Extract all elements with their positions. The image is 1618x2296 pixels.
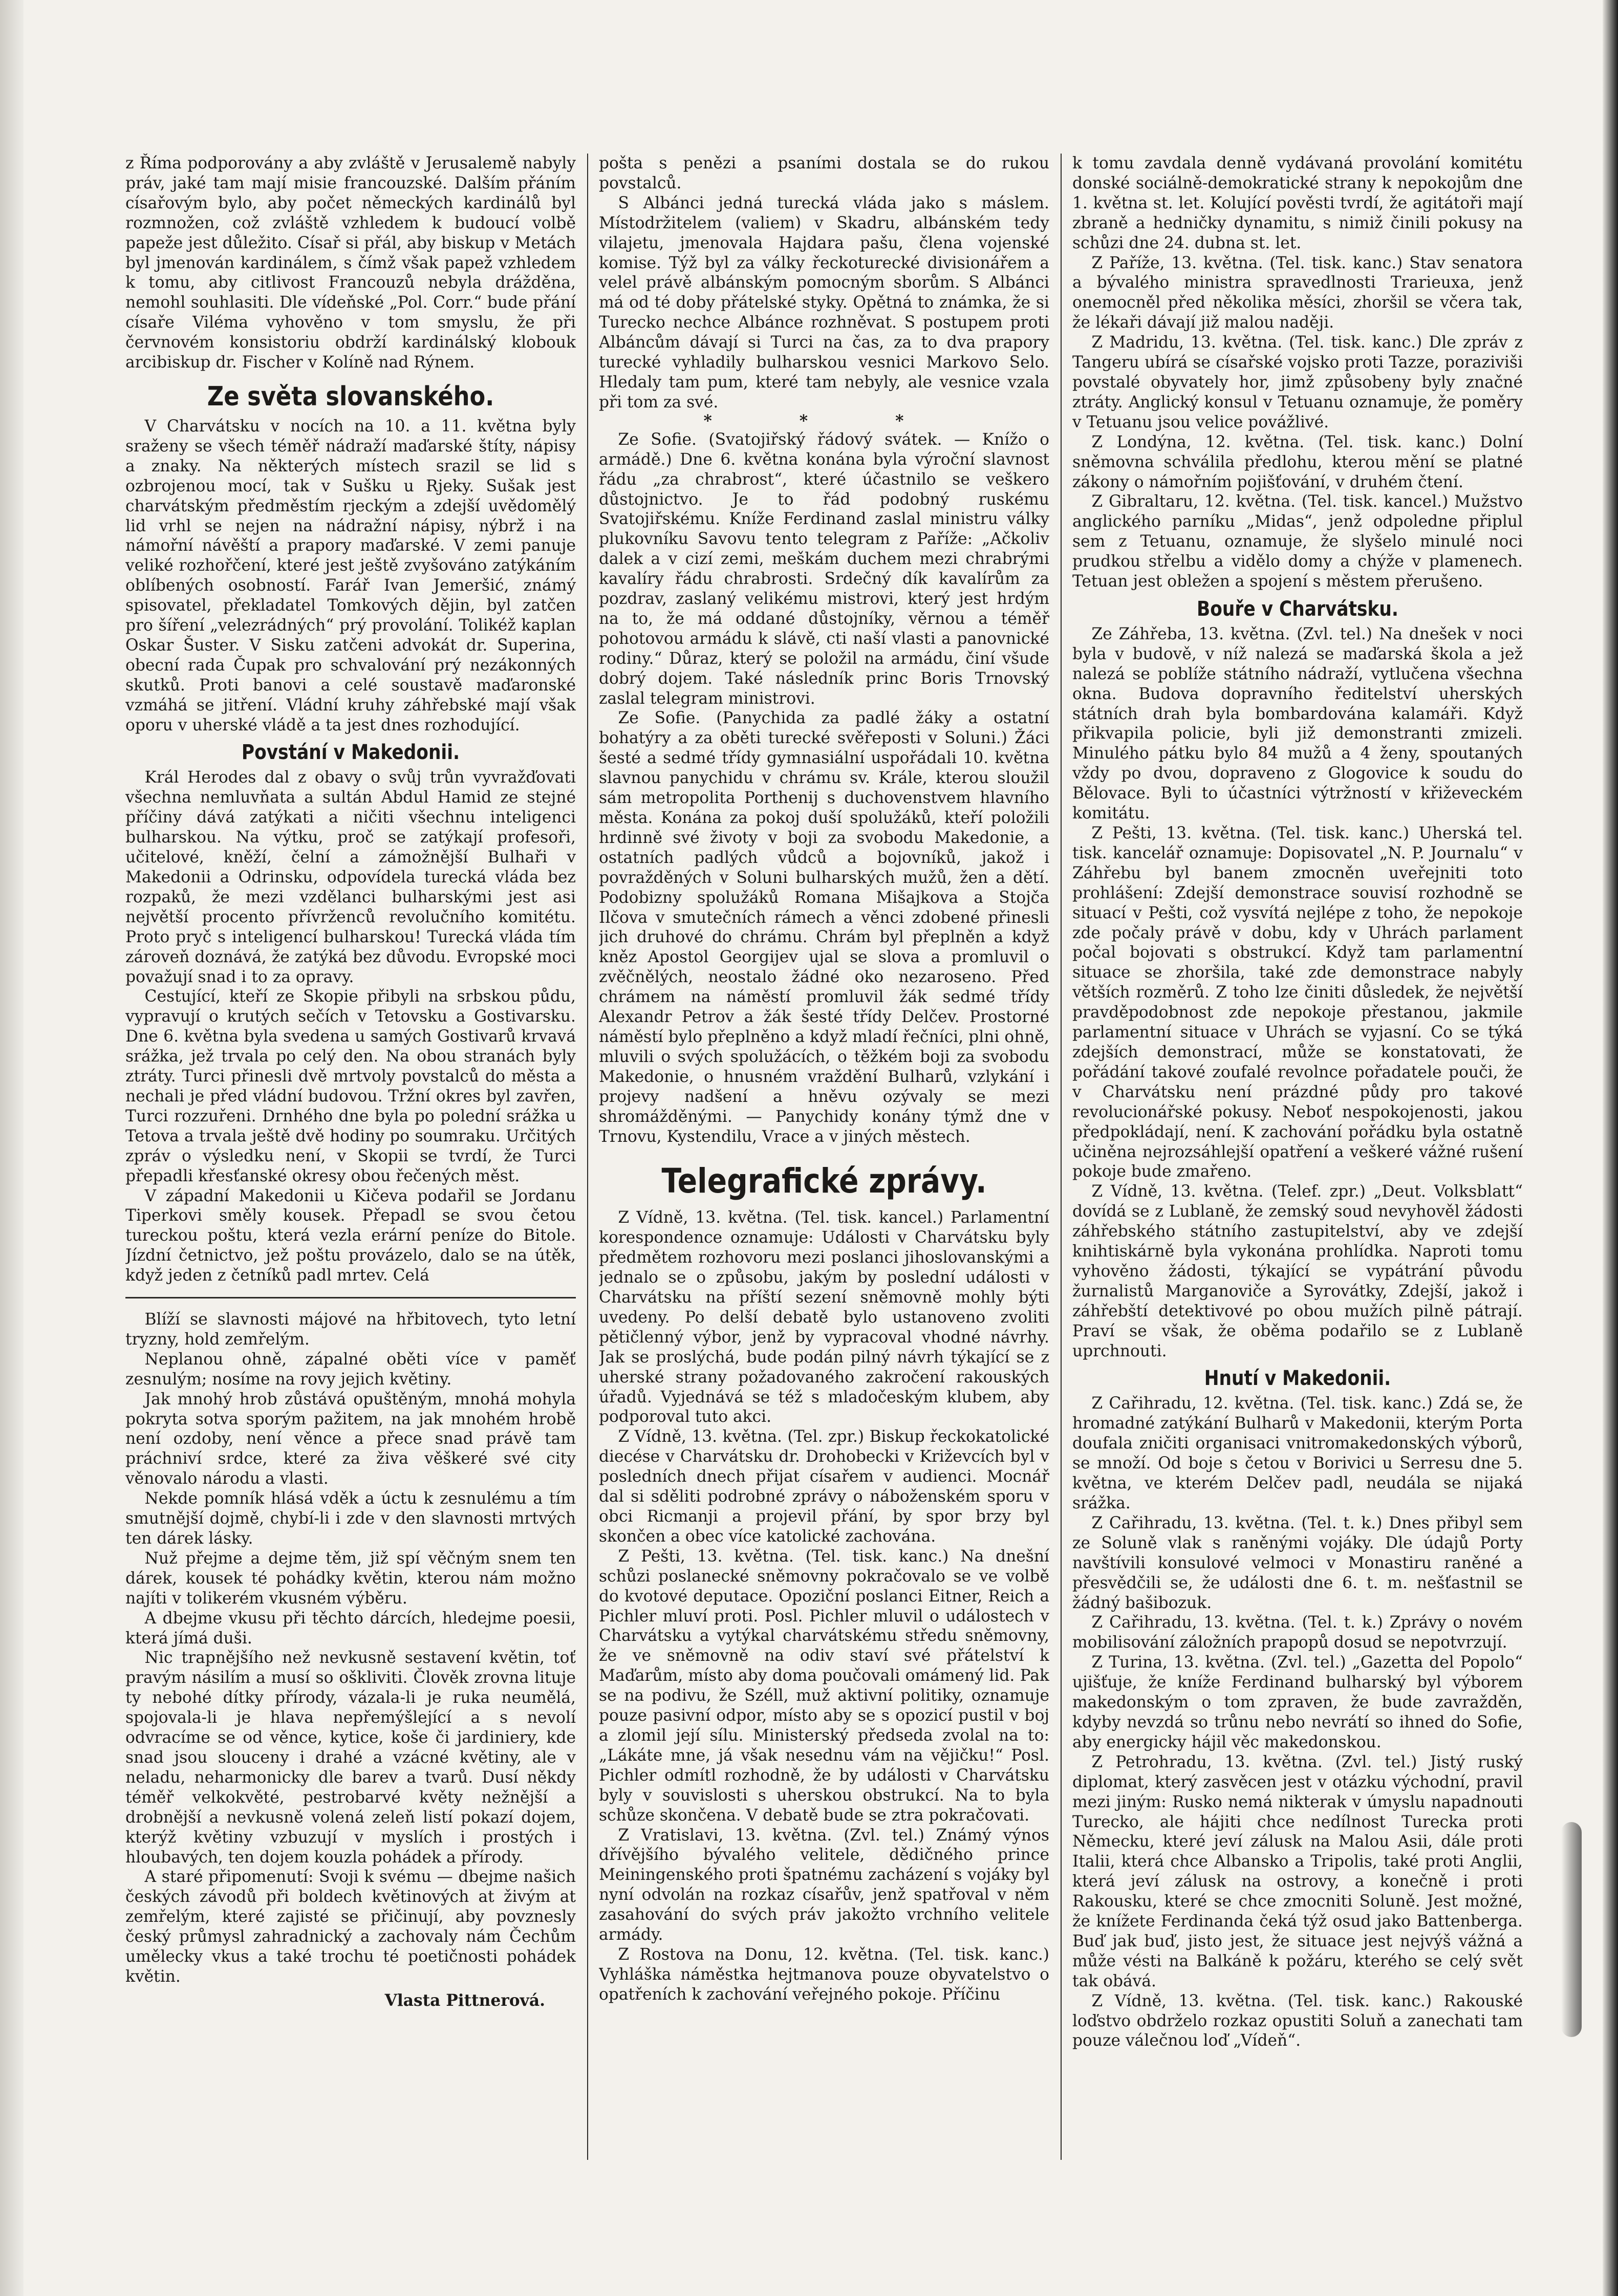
article-paragraph: V Charvátsku v nocích na 10. a 11. května byly sraženy se všech téměř nádraží maďarské štíty, nápisy a znaky. Na některých místech srazil se lid s ozbrojenou mocí, tak v Sušku u Rjeky. Sušak jest charvátským předměstím rjeckým a zdejší uvědomělý lid vrhl se nejen na nádražní nápisy, nýbrž i na námořní návěští a prapory maďarské. V zemi panuje veliké rozhořčení, které jest ještě zvyšováno zatýkáním oblíbených osobností. Farář Ivan Jemeršić, známý spisovatel, překladatel Tomkových dějin, byl zatčen pro šíření „velezrádných“ prý provolání. Tolikéž kaplan Oskar Šuster. V Sisku zatčeni advokát dr. Superina, obecní rada Čupak pro schvalování prý nezákonných skutků. Proti banovi a celé soustavě maďaronské vzmáhá se jitření. Vládní kruhy záhřebské mají však oporu v uherské vládě a ta jest dnes rozhodující. [125,417,576,734]
article-paragraph: Z Turina, 13. května. (Zvl. tel.) „Gazetta del Popolo“ ujišťuje, že kníže Ferdinand bulharský byl výborem makedonským o tom zpraven, že bude zavražděn, kdyby nevzdá so trůnu nebo nevrátí so ihned do Sofie, aby energicky hájil věc makedonskou. [1072,1653,1523,1751]
article-paragraph: Blíží se slavnosti májové na hřbitovech, tyto letní tryzny, hold zemřelým. [125,1310,576,1349]
article-paragraph: pošta s penězi a psaními dostala se do rukou povstalců. [599,154,1049,192]
article-paragraph: Jak mnohý hrob zůstává opuštěným, mnohá mohyla pokryta sotva sporým pažitem, na jak mnohém hrobě není ozdoby, není věnce a přece snad právě tam práchniví srdce, které za živa věškeré své city věnovalo národu a vlasti. [125,1390,576,1488]
article-paragraph: S Albánci jedná turecká vláda jako s máslem. Místodržitelem (valiem) v Skadru, albánském tedy vilajetu, jmenovala Hajdara pašu, člena vojenské komise. Týž byl za války řeckoturecké divisionářem a velel právě albánským pomocným sborům. S Albánci má od té doby přátelské styky. Opětná to známka, že si Turecko nechce Albánce rozhněvat. S postupem proti Albáncům dávají si Turci na čas, za to dva prapory turecké vyhladily bulharskou vesnici Markovo Selo. Hledaly tam pum, které tam nebyly, ale vesnice vzala při tom za své. [599,193,1049,411]
article-paragraph: Král Herodes dal z obavy o svůj trůn vyvražďovati všechna nemluvňata a sultán Abdul Hamid ze stejné příčiny dává zatýkati a ničiti všechnu inteligenci bulharskou. Na výtku, proč se zatýkají profesoři, učitelové, kněží, čelní a zámožnější Bulhaři v Makedonii a Odrinsku, odpovídela turecká vláda bez rozpaků, že mezi vzdělanci bulharskými jest asi největší procento přívrženců revolučního komitétu. Proto pryč s inteligencí bulharskou! Turecká vláda tím zároveň doznává, že zatýká bez důvodu. Evropské moci považují snad i to za opravy. [125,768,576,986]
column-1 [125,154,576,2160]
article-paragraph: Nekde pomník hlásá vděk a úctu k zesnulému a tím smutnější dojmě, chybí-li i zde v den slavnosti mrtvých ten dárek lásky. [125,1489,576,1548]
article-paragraph: Ze Sofie. (Svatojiřský řádový svátek. — Knížo o armádě.) Dne 6. května konána byla výroční slavnost řádu „za chrabrost“, které účastnilo se veškero důstojnictvo. Je to řád podobný ruskému Svatojiřskému. Kníže Ferdinand zaslal ministru války plukovníku Savovu tento telegram z Paříže: „Ačkoliv dalek a v cizí zemi, meškám duchem mezi chrabrými kavalíry řádu chrabrosti. Srdečný dík kavalírům za pozdrav, zaslaný velikému mistrovi, který jest hrdým na to, že má oddané důstojníky, věrnou a téměř pohotovou armádu k slávě, cti naší vlasti a panovnické rodiny.“ Důraz, který se položil na armádu, činí všude dobrý dojem. Také následník princ Boris Trnovský zaslal telegram ministrovi. [599,430,1049,708]
article-paragraph: Z Gibraltaru, 12. května. (Tel. tisk. kancel.) Mužstvo anglického parníku „Midas“, jenž odpoledne připlul sem z Tetuanu, oznamuje, že slyšelo minulé noci prudkou střelbu a vidělo domy a chýže v plamenech. Tetuan jest obležen a spojení s městem přerušeno. [1072,492,1523,591]
article-paragraph: Nic trapnějšího než nevkusně sestavení květin, toť pravým násilím a musí so oškliviti. Člověk zrovna lituje ty nebohé dítky přírody, vázala-li je ruka neumělá, spojovala-li je hlava nepřemýšlející a s nevolí odvracíme se od věnce, kytice, koše či jardiniery, kde snad jsou slouceny i drahé a vzácné květiny, ale v neladu, neharmonicky dle barev a tvarů. Dusí někdy téměř velkokvěté, pestrobarvé květy nežnější a drobnější a nevkusně volená zeleň listí pokazí dojem, kterýž květiny vzbuzují v myslích i prostých i hloubavých, ten dojem kouzla pohádek a přírody. [125,1649,576,1867]
article-paragraph: Z Vídně, 13. května. (Tel. tisk. kanc.) Rakouské loďstvo obdrželo rozkaz opustiti Soluň a zanechati tam pouze válečnou loď „Vídeň“. [1072,1991,1523,2050]
separator-stars: * * * [703,411,945,430]
article-paragraph: Z Cařihradu, 12. května. (Tel. tisk. kanc.) Zdá se, že hromadné zatýkání Bulharů v Makedonii, kterým Porta doufala zničiti organisaci vnitromakedonských výborů, se množí. Od boje s četou v Borivici u Serresu dne 5. května, ve kterém Delčev padl, neudála se nijaká srážka. [1072,1394,1523,1512]
column-rule [1061,154,1062,2160]
article-columns [125,154,1528,2160]
binding-shadow [1561,1822,1582,2037]
section-heading: Povstání v Makedonii. [241,741,460,765]
article-paragraph: Z Pešti, 13. května. (Tel. tisk. kanc.) Uherská tel. tisk. kancelář oznamuje: Dopisovatel „N. P. Journalu“ v Záhřebu byl banem zmocněn uveřejniti toto prohlášení: Zdejší demonstrace souvisí rozhodně se situací v Pešti, což vysvítá nejlépe z toho, že nepokoje zde počaly právě v dobu, kdy v Uhrách parlament počal bojovati s obstrukcí. Když tam parlamentní situace se zhoršila, také zde demonstrace nabyly větších rozměrů. Z toho lze činiti důsledek, že největší pravděpodobnost zde nepokoje přestanou, jakmile parlamentní situace v Uhrách se vyjasní. Co se týká zdejších demonstrací, může se konstatovati, že pořádání takové zoufalé revolnce pořadatele pouči, že v Charvátsku není prázdné půdy pro takové revolucionářské pokusy. Neboť nespokojenosti, jakou předpokládají, není. K zachování pořádku byla ostatně učiněna nejrozsáhlejší opatření a veškeré vážné rušení pokoje bude zmařeno. [1072,824,1523,1181]
article-paragraph: Ze Sofie. (Panychida za padlé žáky a ostatní bohatýry a za oběti turecké svěřeposti v Soluni.) Žáci šesté a sedmé třídy gymnasiální uspořádali 10. května slavnou panychidu v chrámu sv. Krále, kterou sloužil sám metropolita Porthenij s duchovenstvem hlavního města. Konána za pokoj duší spolužáků, kteří položili hrdinně své životy v boji za svobodu Makedonie, a ostatních padlých vůdců a bojovníků, jakož i povražděných v Soluni bulharských mužů, žen a dětí. Podobizny spolužáků Romana Mišajkova a Stojča Ilčova v smutečních rámech a věnci zdobené přinesli jich druhové do chrámu. Chrám byl přeplněn a když kněz Apostol Georgijev ujal se slova a promluvil o zvěčnělých, neostalo žádné oko nezaroseno. Před chrámem na náměstí promluvil žák sedmé třídy Alexandr Petrov a žák šesté třídy Delčev. Prostorné náměstí bylo přeplněno a když mladí řečníci, plni ohně, mluvili o svých spolužácích, o těžkém boji za svobodu Makedonie, o hnusném vraždění Bulharů, vzlykání i projevy nadšení a hněvu ozývaly se mezi shromážděnými. — Panychidy konány týmž dne v Trnovu, Kystendilu, Vrace a v jiných městech. [599,709,1049,1146]
article-paragraph: Z Cařihradu, 13. května. (Tel. t. k.) Dnes přibyl sem ze Soluně vlak s raněnými vojáky. Dle údajů Porty navštívili konsulové velmoci v Monastiru raněné a přesvědčili se, že události dne 6. t. m. nešťastnil se žádný bašibozuk. [1072,1513,1523,1612]
article-paragraph: Z Paříže, 13. května. (Tel. tisk. kanc.) Stav senatora a bývalého ministra spravedlnosti Trarieuxa, jenž onemocněl před několika měsíci, zhoršil se včera tak, že lékaři dávají již malou naději. [1072,253,1523,332]
section-heading: Hnutí v Makedonii. [1204,1367,1391,1391]
section-heading: Bouře v Charvátsku. [1197,597,1398,621]
article-paragraph: Z Petrohradu, 13. května. (Zvl. tel.) Jistý ruský diplomat, který zasvěcen jest v otázku východní, pravil mezi jiným: Rusko nemá nikterak v úmyslu napadnouti Turecko, ale hájiti chce nedílnost Turecka proti Německu, které jeví zálusk na Malou Asii, dále proti Italii, která chce Albansko a Tripolis, také proti Anglii, která jeví zálusk na ostrovy, a konečně i proti Rakousku, které se chce zmocniti Soluně. Jest možné, že knížete Ferdinanda čeká týž osud jako Battenberga. Buď jak buď, jisto jest, že situace jest nejvýš vážná a může vésti na Balkáně k požáru, kterého se celý svět tak obává. [1072,1752,1523,1990]
article-paragraph: Z Cařihradu, 13. května. (Tel. t. k.) Zprávy o novém mobilisování záložních prapopů dosud se nepotvrzují. [1072,1613,1523,1652]
article-paragraph: Z Rostova na Donu, 12. května. (Tel. tisk. kanc.) Vyhláška náměstka hejtmanova pouze obyvatelstvo o opatřeních k zachování veřejného pokoje. Příčinu [599,1945,1049,2004]
article-paragraph: A staré připomenutí: Svoji k svému — dbejme našich českých závodů při boldech květinových at živým at zemřelým, které zajisté se přičinují, aby povznesly český průmysl zahradnický a zachovaly nám Čechům umělecky vkus a také trochu té poetičnosti pohádek květin. [125,1868,576,1986]
article-paragraph: Z Vídně, 13. května. (Telef. zpr.) „Deut. Volksblatt“ dovídá se z Lublaně, že zemský soud nevyhověl žádosti záhřebského státního zastupitelství, aby ve zdejší knihtiskárně byla vykonána prohlídka. Naproti tomu vyhověno žádosti, týkající se vypátrání původu žurnalistů Marganoviče a Syrovátky, Zdejší, jakož i záhřebští detektivové po obou mužích pilně pátrají. Praví se však, že oběma podařilo se z Lublaně uprchnouti. [1072,1182,1523,1360]
page-right-edge [1603,0,1618,2296]
article-paragraph: Cestující, kteří ze Skopie přibyli na srbskou půdu, vypravují o krutých sečích v Tetovsku a Gostivarsku. Dne 6. května byla svedena u samých Gostivarů krvavá srážka, jež trvala po celý den. Na obou stranách byly ztráty. Turci přinesli dvě mrtvoly povstalců do města a nechali je před vládní budovou. Tržní okres byl zavřen, Turci rozzuřeni. Drnhého dne byla po polední srážka u Tetova a trvala ještě dvě hodiny po soumraku. Určitých zpráv o výsledku není, v Skopii se tvrdí, že Turci přepadli křesťanské okresy obou řečených měst. [125,987,576,1185]
article-paragraph: Z Vídně, 13. května. (Tel. zpr.) Biskup řeckokatolické diecése v Charvátsku dr. Drohobecki v Križevcích byl v posledních dnech přijat císařem v audienci. Mocnář dal si sděliti podrobné zprávy o náboženském sporu v obci Ricmanji a projevil přání, by spor brzy byl skončen a obec více katolické zachována. [599,1427,1049,1546]
column-2 [599,154,1049,2160]
author-signature: Vlasta Pittnerová. [384,1991,545,2010]
section-heading: Ze světa slovanského. [207,381,494,412]
article-paragraph: z Říma podporovány a aby zvláště v Jerusalemě nabyly práv, jaké tam mají misie francouzské. Dalším přáním císařovým bylo, aby počet německých kardinálů byl rozmnožen, což zvláště vzhledem k budoucí volbě papeže jest důležito. Císař si přál, aby biskup v Metách byl jmenován kardinálem, s čímž však papež vzhledem k tomu, aby citlivost Francouzů nebyla drážděna, nemohl souhlasiti. Dle vídeňské „Pol. Corr.“ bude přání císaře Viléma vyhověno v tom smyslu, že při červnovém konsistoriu obdrží kardinálský klobouk arcibiskup dr. Fischer v Kolíně nad Rýnem. [125,154,576,372]
section-divider [125,1297,576,1298]
article-paragraph: Nuž přejme a dejme těm, již spí věčným snem ten dárek, kousek té pohádky květin, kterou nám možno najíti v tolikerém vkusném výběru. [125,1549,576,1608]
article-paragraph: V západní Makedonii u Kičeva podařil se Jordanu Tiperkovi směly kousek. Přepadl se svou četou tureckou poštu, která vezla erární peníze do Bitole. Jízdní četnictvo, jež poštu provázelo, dalo se na útěk, když jeden z četníků padl mrtev. Celá [125,1186,576,1285]
article-paragraph: Z Londýna, 12. května. (Tel. tisk. kanc.) Dolní sněmovna schválila předlohu, kterou mění se platné zákony o námořním pojišťování, v druhém čtení. [1072,432,1523,491]
article-paragraph: Z Vídně, 13. května. (Tel. tisk. kancel.) Parlamentní korespondence oznamuje: Události v Charvátsku byly předmětem rozhovoru mezi poslanci jihoslovanskými a jednalo se o způsobu, jakým by poslední události v Charvátsku na příští sezení sněmovně mohly býti uvedeny. Po delší debatě bylo ustanoveno zvoliti pětičlenný výbor, jenž by vypracoval vhodné návrhy. Jak se proslýchá, bude podán pilný návrh týkající se z uherské strany požadovaného zakročení rakouských úřadů. Vyjednává se též s mladočeským klubem, aby podporoval tuto akci. [599,1208,1049,1426]
article-paragraph: k tomu zavdala denně vydávaná provolání komitétu donské sociálně-demokratické strany k nepokojům dne 1. května st. let. Kolující pověsti tvrdí, že agitátoři mají zbraně a hedničky dynamitu, s nimiž činili pokusy na schůzi dne 24. dubna st. let. [1072,154,1523,252]
article-paragraph: A dbejme vkusu při těchto dárcích, hledejme poesii, která jímá duši. [125,1609,576,1648]
article-paragraph: Z Madridu, 13. května. (Tel. tisk. kanc.) Dle zpráv z Tangeru ubírá se císařské vojsko proti Tazze, poraziviši povstalé obyvately hor, jimž způsobeny byly značné ztráty. Anglický konsul v Tetuanu oznamuje, že poměry v Tetuanu jsou velice povážlivé. [1072,333,1523,431]
article-paragraph: Neplanou ohně, zápalné oběti více v paměť zesnulým; nosíme na rovy jejich květiny. [125,1350,576,1389]
article-paragraph: Z Pešti, 13. května. (Tel. tisk. kanc.) Na dnešní schůzi poslanecké sněmovny pokračovalo se ve volbě do kvotové deputace. Opoziční poslanci Eitner, Reich a Pichler mluví proti. Posl. Pichler mluvil o událostech v Charvátsku a vytýkal charvátskému středu sněmovny, že ve sněmovně na odiv staví své přátelství k Maďarům, místo aby doma poučovali omámený lid. Pak se na podivu, že Széll, muž aktivní politiky, oznamuje pouze pasivní odpor, místo aby se s opozicí pustil v boj a zlomil její sílu. Ministerský předseda zvolal na to: „Lákáte mne, já však nesednu vám na vějičku!“ Posl. Pichler odmítl rozhodně, že by události v Charvátsku byly v souvislosti s uherskou obstrukcí. Na to byla schůze skončena. V debatě bude se ztra pokračovati. [599,1547,1049,1825]
section-heading: Telegrafické zprávy. [661,1161,987,1201]
article-paragraph: Ze Záhřeba, 13. května. (Zvl. tel.) Na dnešek v noci byla v budově, v níž nalezá se maďarská škola a jež nalezá se poblíže státního nádraží, vytlučena všechna okna. Budova dopravního ředitelství uherských státních drah byla bombardována kalamáři. Když přikvapila policie, byli již demonstranti zmizeli. Minulého pátku bylo 84 mužů a 4 ženy, spoutaných vždy po dvou, dopraveno z Glogovice k soudu do Bělovace. Byli to účastníci výtržností v křiževeckém komitátu. [1072,624,1523,823]
article-paragraph: Z Vratislavi, 13. května. (Zvl. tel.) Známý výnos dřívějšího bývalého velitele, dědičného prince Meiningenského proti špatnému zacházení s vojáky byl nyní odvolán na rozkaz císařův, jenž spatřoval v něm zasahování do svých práv jakožto vrchního velitele armády. [599,1826,1049,1944]
page-left-edge [0,0,24,2296]
column-rule [587,154,588,2160]
column-3 [1072,154,1523,2160]
